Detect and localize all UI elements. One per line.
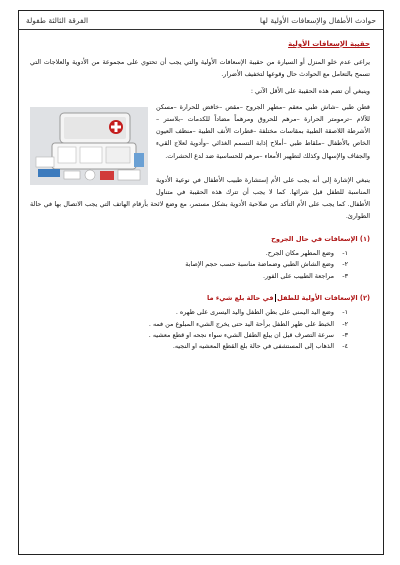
header-rule — [18, 29, 384, 30]
list-item: ١- وضع اليد اليمنى على بطن الطفل واليد اليسرى على ظهره . — [175, 308, 348, 317]
section-title: حقيبة الإسعافات الأولية — [288, 40, 370, 48]
first-aid-kit-image — [30, 107, 148, 185]
text-cursor — [275, 294, 277, 302]
header-title: حوادث الأطفال والإسعافات الأولية لها — [259, 15, 376, 25]
list-item: ٣- سرعة التصرف قبل ان يبلع الطفل الشيء سواء نجحه او قطع معشيه . — [148, 331, 348, 340]
document-body — [30, 36, 370, 353]
intro-paragraph: يراعى عدم خلو المنزل أو السيارة من حقيبة الإسعافات الأولية والتي يجب أن تحتوي على مجموعة من الأدوية والعلاجات التي تسمح بالتعامل مع الحوادث حال وقوعها لتخفيف الأضرار. — [30, 58, 370, 79]
wounds-title: (١) الإسعافات في حال الجروح — [271, 234, 370, 243]
choking-steps — [30, 307, 370, 353]
kit-contents-list: قطن طبي –شاش طبي معقم –مطهر الجروح –مقص –خافض للحرارة –مسكن للآلام –ترمومتر الحرارة –مرهم للحروق ومرهماً مضاداً للكدمات –بلاستر –الأشرطة اللاصقة الطبية بمقاسات مختلفة –قطرات الأنف الطبية –منظف العيون الخاص بالأطفال –ملقاط طبي –أملاح إذابة التسمم الغذائي –وأدوية لعلاج القيء والجفاف والإسهال وكذلك لتطهير الأمعاء –مرهم للحساسية ضد لدغ الحشرات. — [156, 102, 370, 160]
advice-paragraph: ينبغي الإشارة إلى أنه يجب على الأم إستشارة طبيب الأطفال في نوعية الأدوية المناسبة للطفل قبل شرائها. كما لا يجب أن تترك هذه الحقيبة في متناول الأطفال. كما يجب على الأم التأكد من صلاحية الأدوية بشكل مستمر، مع وضع لائحة بأرقام الهاتف التي يجب الاتصال بها في حالة الطوارئ. — [30, 175, 370, 221]
list-item: ٢- الخبط على ظهر الطفل برأحة اليد حتى يخرج الشيء المبلوع من فمه . — [148, 319, 348, 328]
page-header — [18, 12, 384, 28]
list-item: ٤- الذهاب إلى المستشفى في حالة بلع القطع المعشيه او النجيه. — [172, 342, 348, 351]
wounds-steps — [30, 248, 370, 282]
list-item: ٣- مراجعة الطبيب على الفور. — [262, 271, 348, 280]
list-item: ٢- وضع الشاش الطبي وضماضة مناسبة حسب حجم الإصابة — [185, 260, 348, 269]
contents-intro: وينبغي أن تضم هذه الحقيبة على الأقل الآتي : — [250, 86, 370, 95]
header-grade: الفرقة الثالثة طفولة — [26, 15, 89, 25]
first-aid-kit-photo — [30, 107, 148, 185]
choking-title: (٢) الإسعافات الأولية للطفلفي حالة بلع شيء ما — [206, 294, 370, 303]
list-item: ١- وضع المطهر مكان الجرح. — [265, 248, 348, 257]
